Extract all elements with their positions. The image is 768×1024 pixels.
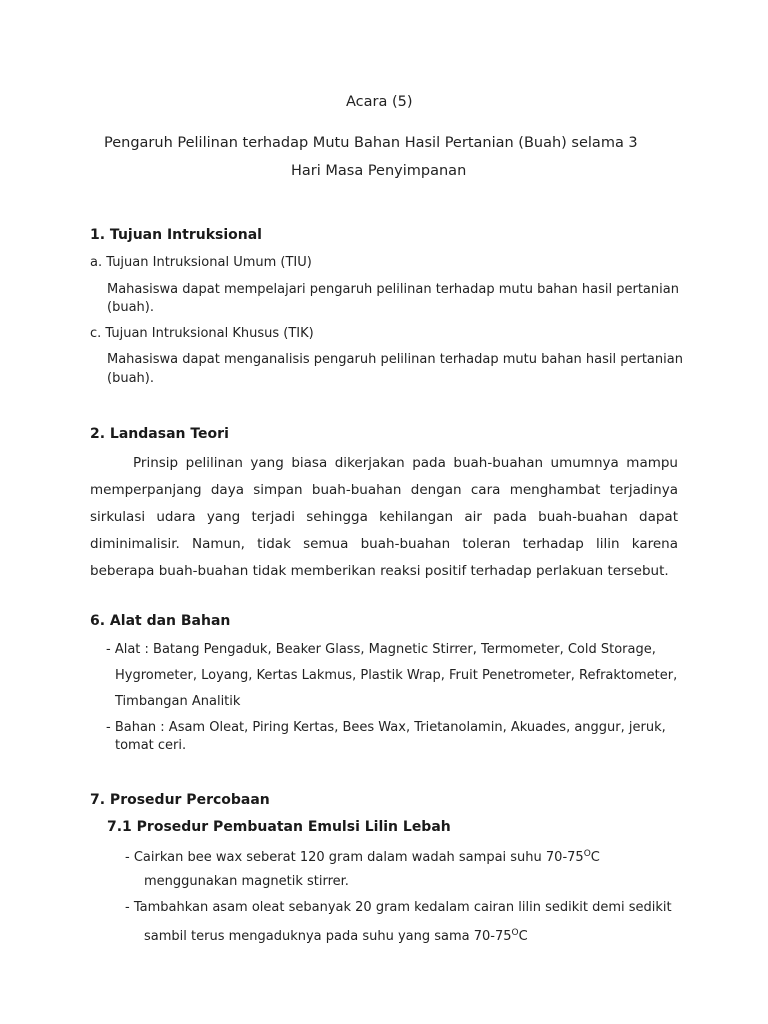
tiu-label: a. Tujuan Intruksional Umum (TIU)	[90, 255, 312, 270]
degree-superscript: O	[583, 849, 591, 859]
document-title: Acara (5)	[346, 94, 413, 110]
tiu-text-line-1: Mahasiswa dapat mempelajari pengaruh pelilinan terhadap mutu bahan hasil pertanian	[107, 282, 679, 297]
alat-line-1: - Alat : Batang Pengaduk, Beaker Glass, Magnetic Stirrer, Termometer, Cold Storage,	[106, 642, 656, 657]
landasan-teori-paragraph	[90, 450, 678, 585]
section-heading-landasan-teori: 2. Landasan Teori	[90, 426, 229, 442]
section-heading-prosedur: 7. Prosedur Percobaan	[90, 792, 270, 808]
temperature-unit: C	[590, 850, 600, 865]
section-heading-tujuan: 1. Tujuan Intruksional	[90, 227, 262, 243]
degree-superscript: O	[511, 928, 519, 938]
step-2-text: sambil terus mengaduknya pada suhu yang sama 70-75	[144, 929, 512, 944]
document-subtitle-line-1: Pengaruh Pelilinan terhadap Mutu Bahan Hasil Pertanian (Buah) selama 3	[104, 135, 638, 151]
tik-text-line-1: Mahasiswa dapat menganalisis pengaruh pelilinan terhadap mutu bahan hasil pertanian	[107, 352, 683, 367]
procedure-step-1-line-1	[125, 850, 600, 865]
tiu-text-line-2: (buah).	[107, 300, 154, 315]
tik-label: c. Tujuan Intruksional Khusus (TIK)	[90, 326, 314, 341]
step-1-text: - Cairkan bee wax seberat 120 gram dalam wadah sampai suhu 70-75	[125, 850, 584, 865]
tik-text-line-2: (buah).	[107, 371, 154, 386]
landasan-teori-text: Prinsip pelilinan yang biasa dikerjakan pada buah-buahan umumnya mampu memperpanjang daya simpan buah-buahan dengan cara menghambat terjadinya sirkulasi udara yang terjadi sehingga kehilangan air pada buah-buahan dapat diminimalisir. Namun, tidak semua buah-buahan toleran terhadap lilin karena beberapa buah-buahan tidak memberikan reaksi positif terhadap perlakuan tersebut.	[90, 455, 678, 579]
procedure-step-2-line-1: - Tambahkan asam oleat sebanyak 20 gram kedalam cairan lilin sedikit demi sedikit	[125, 900, 672, 915]
document-subtitle-line-2: Hari Masa Penyimpanan	[291, 163, 467, 179]
procedure-step-1-line-2: menggunakan magnetik stirrer.	[144, 874, 349, 889]
alat-line-2: Hygrometer, Loyang, Kertas Lakmus, Plastik Wrap, Fruit Penetrometer, Refraktometer,	[115, 668, 678, 683]
alat-line-3: Timbangan Analitik	[115, 694, 241, 709]
bahan-line-1: - Bahan : Asam Oleat, Piring Kertas, Bees Wax, Trietanolamin, Akuades, anggur, jeruk,	[106, 720, 666, 735]
bahan-line-2: tomat ceri.	[115, 738, 187, 753]
section-heading-alat-bahan: 6. Alat dan Bahan	[90, 613, 231, 629]
procedure-step-2-line-2	[144, 929, 528, 944]
subsection-heading-emulsi: 7.1 Prosedur Pembuatan Emulsi Lilin Lebah	[107, 819, 451, 835]
temperature-unit: C	[518, 929, 528, 944]
